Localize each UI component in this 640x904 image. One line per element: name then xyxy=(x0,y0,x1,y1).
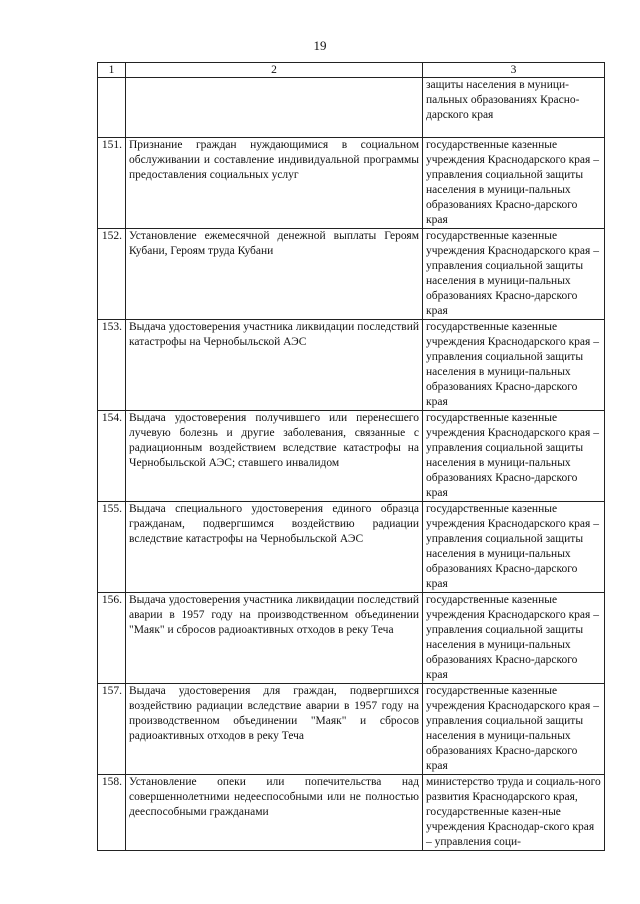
service-description: Выдача удостоверения для граждан, подвергшихся воздействию радиации вследствие аварии в 1957 году на производственном объединении "Маяк" и сбросов радиоактивных отходов в реку Теча xyxy=(126,684,423,775)
row-number: 152. xyxy=(98,229,126,320)
table-row xyxy=(98,411,605,502)
service-description: Выдача удостоверения получившего или перенесшего лучевую болезнь и другие заболевания, связанные с радиационным воздействием вследствие катастрофы на Чернобыльской АЭС; ставшего инвалидом xyxy=(126,411,423,502)
row-number: 151. xyxy=(98,138,126,229)
service-description: Выдача удостоверения участника ликвидации последствий аварии в 1957 году на производственном объединении "Маяк" и сбросов радиоактивных отходов в реку Теча xyxy=(126,593,423,684)
row-number: 154. xyxy=(98,411,126,502)
responsible-organization: государственные казенные учреждения Краснодарского края – управления социальной защиты населения в муници-пальных образованиях Красно-дарского края xyxy=(423,320,605,411)
responsible-organization: государственные казенные учреждения Краснодарского края – управления социальной защиты населения в муници-пальных образованиях Красно-дарского края xyxy=(423,593,605,684)
row-number xyxy=(98,78,126,138)
table-row xyxy=(98,593,605,684)
row-number: 155. xyxy=(98,502,126,593)
service-description: Установление опеки или попечительства над совершеннолетними недееспособными или не полностью дееспособными гражданами xyxy=(126,775,423,851)
column-header-service: 2 xyxy=(126,63,423,78)
service-description: Выдача удостоверения участника ликвидации последствий катастрофы на Чернобыльской АЭС xyxy=(126,320,423,411)
row-number: 158. xyxy=(98,775,126,851)
table-row xyxy=(98,775,605,851)
responsible-organization: государственные казенные учреждения Краснодарского края – управления социальной защиты населения в муници-пальных образованиях Красно-дарского края xyxy=(423,229,605,320)
column-header-organization: 3 xyxy=(423,63,605,78)
service-description: Установление ежемесячной денежной выплаты Героям Кубани, Героям труда Кубани xyxy=(126,229,423,320)
row-number: 156. xyxy=(98,593,126,684)
column-header-number: 1 xyxy=(98,63,126,78)
services-table xyxy=(97,62,605,851)
table-row xyxy=(98,502,605,593)
row-number: 153. xyxy=(98,320,126,411)
table-row xyxy=(98,229,605,320)
table-row xyxy=(98,320,605,411)
service-description xyxy=(126,78,423,138)
responsible-organization: защиты населения в муници-пальных образованиях Красно-дарского края xyxy=(423,78,605,138)
table-row xyxy=(98,78,605,138)
service-description: Признание граждан нуждающимися в социальном обслуживании и составление индивидуальной программы предоставления социальных услуг xyxy=(126,138,423,229)
page-number: 19 xyxy=(313,38,327,53)
table-row xyxy=(98,138,605,229)
responsible-organization: государственные казенные учреждения Краснодарского края – управления социальной защиты населения в муници-пальных образованиях Красно-дарского края xyxy=(423,684,605,775)
table-header-row xyxy=(98,63,605,78)
responsible-organization: министерство труда и социаль-ного развития Краснодарского края, государственные казен-ные учреждения Краснодар-ского края – управления соци- xyxy=(423,775,605,851)
table-row xyxy=(98,684,605,775)
row-number: 157. xyxy=(98,684,126,775)
service-description: Выдача специального удостоверения единого образца гражданам, подвергшимся воздействию радиации вследствие катастрофы на Чернобыльской АЭС xyxy=(126,502,423,593)
responsible-organization: государственные казенные учреждения Краснодарского края – управления социальной защиты населения в муници-пальных образованиях Красно-дарского края xyxy=(423,138,605,229)
responsible-organization: государственные казенные учреждения Краснодарского края – управления социальной защиты населения в муници-пальных образованиях Красно-дарского края xyxy=(423,411,605,502)
responsible-organization: государственные казенные учреждения Краснодарского края – управления социальной защиты населения в муници-пальных образованиях Красно-дарского края xyxy=(423,502,605,593)
